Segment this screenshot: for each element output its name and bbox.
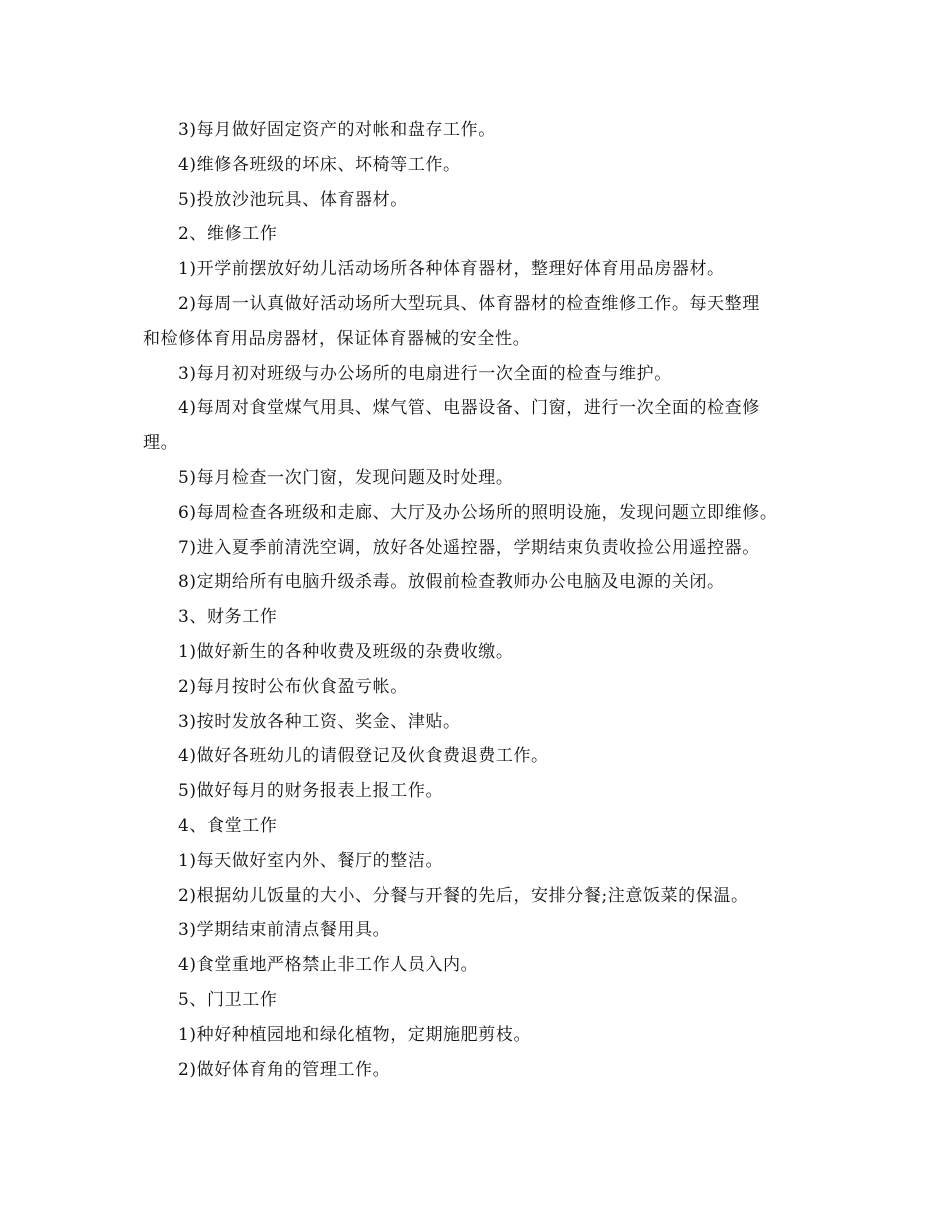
list-item: 1)种好种植园地和绿化植物，定期施肥剪枝。 xyxy=(178,1024,532,1045)
list-item: 1)开学前摆放好幼儿活动场所各种体育器材，整理好体育用品房器材。 xyxy=(178,259,725,280)
list-item: 2)每周一认真做好活动场所大型玩具、体育器材的检查维修工作。每天整理 xyxy=(178,293,760,314)
list-item: 2)做好体育角的管理工作。 xyxy=(178,1059,391,1080)
list-item: 5)做好每月的财务报表上报工作。 xyxy=(178,781,444,802)
list-item: 6)每周检查各班级和走廊、大厅及办公场所的照明设施，发现问题立即维修。 xyxy=(178,502,778,523)
list-item: 7)进入夏季前清洗空调，放好各处遥控器，学期结束负责收捡公用遥控器。 xyxy=(178,537,760,558)
list-item: 4)维修各班级的坏床、坏椅等工作。 xyxy=(178,154,461,175)
list-item: 3)每月做好固定资产的对帐和盘存工作。 xyxy=(178,120,496,140)
list-item-continuation: 和检修体育用品房器材，保证体育器械的安全性。 xyxy=(143,328,531,349)
list-item: 3)按时发放各种工资、奖金、津贴。 xyxy=(178,711,461,732)
list-item: 4)食堂重地严格禁止非工作人员入内。 xyxy=(178,955,479,976)
list-item: 2)根据幼儿饭量的大小、分餐与开餐的先后，安排分餐;注意饭菜的保温。 xyxy=(178,885,749,906)
section-heading: 5、门卫工作 xyxy=(178,989,278,1010)
document-body xyxy=(143,113,808,1087)
list-item: 3)学期结束前清点餐用具。 xyxy=(178,920,391,941)
section-heading: 3、财务工作 xyxy=(178,607,278,628)
list-item: 5)投放沙池玩具、体育器材。 xyxy=(178,189,408,210)
section-heading: 4、食堂工作 xyxy=(178,815,278,836)
list-item: 4)做好各班幼儿的请假登记及伙食费退费工作。 xyxy=(178,746,549,767)
list-item-continuation: 理。 xyxy=(143,433,179,454)
list-item: 3)每月初对班级与办公场所的电扇进行一次全面的检查与维护。 xyxy=(178,363,672,384)
list-item: 5)每月检查一次门窗，发现问题及时处理。 xyxy=(178,467,514,488)
list-item: 1)每天做好室内外、餐厅的整洁。 xyxy=(178,850,444,871)
list-item: 8)定期给所有电脑升级杀毒。放假前检查教师办公电脑及电源的关闭。 xyxy=(178,572,725,593)
section-heading: 2、维修工作 xyxy=(178,224,278,245)
list-item: 1)做好新生的各种收费及班级的杂费收缴。 xyxy=(178,641,514,662)
list-item: 4)每周对食堂煤气用具、煤气管、电器设备、门窗，进行一次全面的检查修 xyxy=(178,398,760,419)
list-item: 2)每月按时公布伙食盈亏帐。 xyxy=(178,676,408,697)
